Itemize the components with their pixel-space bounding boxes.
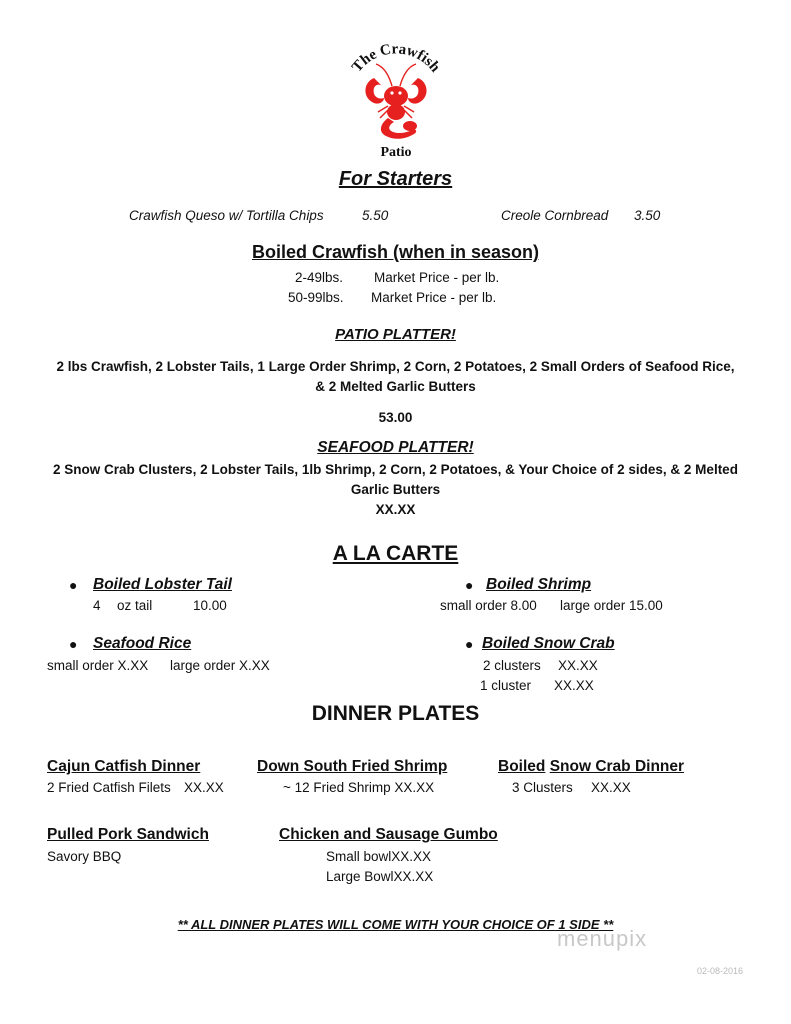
seafood-platter-heading: SEAFOOD PLATTER! [317,439,474,456]
crawfish-qty-2: 50-99lbs. [288,290,344,305]
starter-cornbread-name: Creole Cornbread [501,208,609,223]
starters-heading: For Starters [338,168,453,190]
crawfish-qty-1: 2-49lbs. [295,270,344,285]
snow-crab-dinner-detail: 3 Clusters [512,780,573,795]
snow-crab-qty-2: 1 cluster [480,678,532,693]
logo-bottom-text: Patio [380,145,412,160]
bullet-icon: ● [69,636,78,652]
lobster-tail-unit: oz tail [117,598,153,613]
snow-crab-dinner-name [498,758,684,776]
svg-text:The Crawfish [349,44,443,76]
patio-platter-heading: PATIO PLATTER! [335,326,456,343]
gumbo-small: Small bowlXX.XX [326,849,432,864]
snow-crab-qty-1: 2 clusters [483,658,541,673]
snow-crab-dinner-name-part1: Boiled [498,758,546,775]
patio-platter-desc-2: & 2 Melted Garlic Butters [315,379,476,394]
fried-shrimp-name: Down South Fried Shrimp [257,758,448,775]
snow-crab-price-2: XX.XX [554,678,594,693]
dinner-side-note: ** ALL DINNER PLATES WILL COME WITH YOUR CHOICE OF 1 SIDE ** [177,917,614,932]
starter-queso-price: 5.50 [362,208,389,223]
boiled-crawfish-heading: Boiled Crawfish (when in season) [251,242,540,262]
lobster-tail-size: 4 [93,598,101,613]
gumbo-large: Large BowlXX.XX [326,869,434,884]
boiled-shrimp-small: small order 8.00 [440,598,537,613]
logo-top-text: The Crawfish [349,44,443,76]
snow-crab-dinner-price: XX.XX [591,780,631,795]
lobster-tail-name: Boiled Lobster Tail [93,576,232,593]
seafood-platter-price: XX.XX [375,502,416,517]
catfish-dinner-price: XX.XX [184,780,224,795]
bullet-icon: ● [465,636,474,652]
patio-platter-price: 53.00 [378,410,413,425]
seafood-rice-large: large order X.XX [170,658,270,673]
lobster-tail-price: 10.00 [193,598,227,613]
bullet-icon: ● [465,577,474,593]
crawfish-patio-logo [338,44,454,160]
menupix-watermark: menupix [557,926,648,951]
boiled-shrimp-large: large order 15.00 [560,598,663,613]
patio-platter-desc-1: 2 lbs Crawfish, 2 Lobster Tails, 1 Large Order Shrimp, 2 Corn, 2 Potatoes, 2 Small Orders of Seafood Rice, [56,359,735,374]
starter-cornbread-price: 3.50 [634,208,661,223]
dinner-plates-heading: DINNER PLATES [311,702,480,725]
catfish-dinner-detail: 2 Fried Catfish Filets [47,780,171,795]
snow-crab-dinner-name-part2: Snow Crab Dinner [549,758,685,775]
crawfish-price-2: Market Price - per lb. [371,290,497,305]
seafood-rice-name: Seafood Rice [93,635,192,652]
date-stamp: 02-08-2016 [697,966,744,976]
crawfish-icon [365,78,426,139]
boiled-shrimp-name: Boiled Shrimp [486,576,592,593]
fried-shrimp-detail: ~ 12 Fried Shrimp XX.XX [283,780,435,795]
seafood-rice-small: small order X.XX [47,658,149,673]
boiled-snow-crab-name: Boiled Snow Crab [482,635,615,652]
seafood-platter-desc-1: 2 Snow Crab Clusters, 2 Lobster Tails, 1lb Shrimp, 2 Corn, 2 Potatoes, & Your Choice of 2 sides, & 2 Melted [53,462,738,477]
crawfish-price-1: Market Price - per lb. [374,270,500,285]
seafood-platter-desc-2: Garlic Butters [350,482,441,497]
pulled-pork-name: Pulled Pork Sandwich [47,826,209,843]
a-la-carte-heading: A LA CARTE [332,542,459,565]
gumbo-name: Chicken and Sausage Gumbo [279,826,498,843]
starter-queso-name: Crawfish Queso w/ Tortilla Chips [129,208,324,223]
catfish-dinner-name: Cajun Catfish Dinner [47,758,201,775]
snow-crab-price-1: XX.XX [558,658,598,673]
bullet-icon: ● [69,577,78,593]
pulled-pork-detail: Savory BBQ [47,849,122,864]
